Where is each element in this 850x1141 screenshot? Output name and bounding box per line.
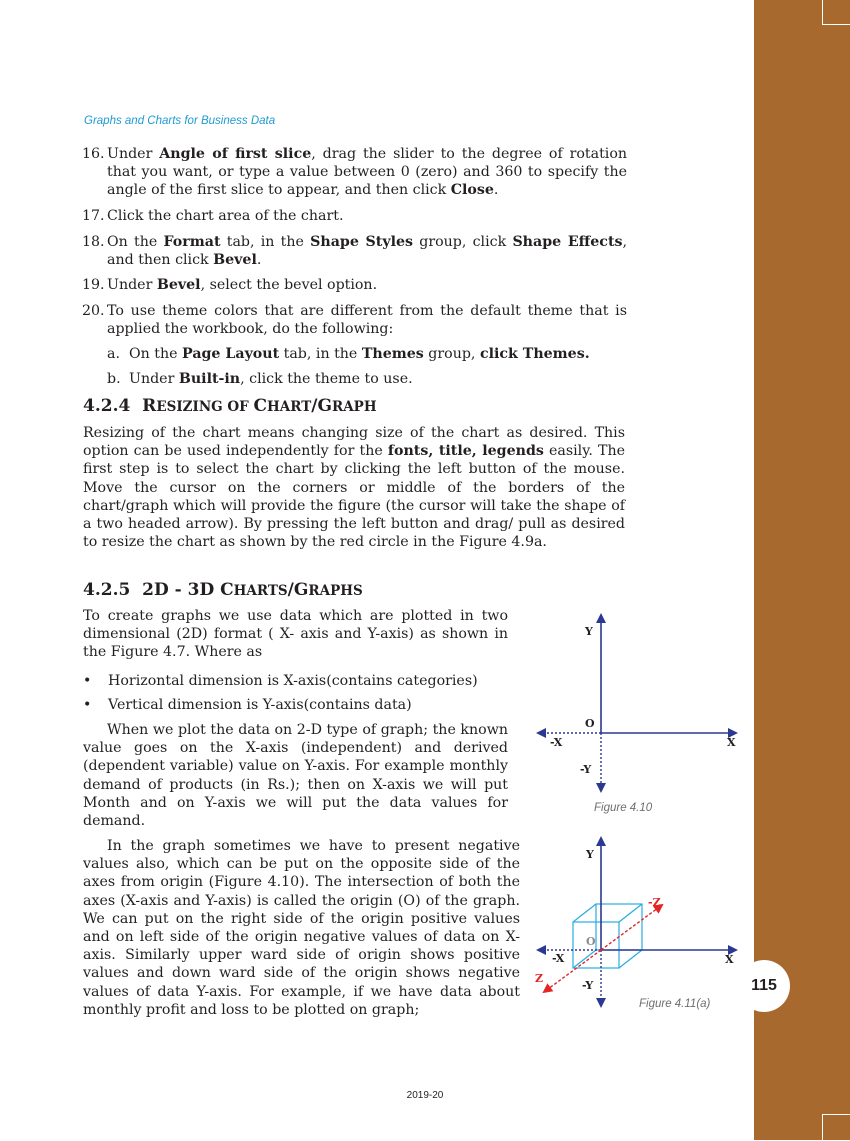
label-neg-y: -Y (582, 979, 594, 992)
label-neg-x: -X (552, 952, 565, 965)
label-x: X (725, 953, 734, 966)
page-number: 115 (738, 960, 790, 1012)
substep-b: b. Under Built-in, click the theme to use. (107, 371, 413, 387)
bullet-vertical: • Vertical dimension is Y-axis(contains data) (83, 697, 412, 713)
paragraph-negative-values: In the graph sometimes we have to present negative values also, which can be put on the opposite side of the axes from origin (Figure 4.10). The intersection of both the axes (X-axis and Y-axis) is called the origin (O) of the graph. We can put on the right side of the origin positive values and on left side of the origin negative values of data on X-axis. Similarly upper ward side of origin shows positive values and down ward side of the origin shows negative values of data Y-axis. For example, if we have data about monthly profit and loss to be plotted on graph; (83, 838, 520, 1018)
step-20: 20. To use theme colors that are different from the default theme that is applied the workbook, do the following: (82, 303, 627, 338)
paragraph-2d-intro: To create graphs we use data which are plotted in two dimensional (2D) format ( X- axis and Y-axis) as shown in the Figure 4.7. Where as (83, 608, 508, 661)
footer-year: 2019-20 (406, 1090, 444, 1101)
substep-a: a. On the Page Layout tab, in the Themes group, click Themes. (107, 346, 590, 362)
step-19: 19. Under Bevel, select the bevel option. (82, 277, 378, 293)
step-17: 17. Click the chart area of the chart. (82, 208, 344, 224)
figure-4-10-caption: Figure 4.10 (594, 802, 653, 814)
label-y: Y (586, 848, 594, 861)
section-heading-424: 4.2.4 RESIZING OF CHART/GRAPH (83, 396, 377, 416)
label-neg-z: -Z (648, 896, 661, 909)
bullet-horizontal: • Horizontal dimension is X-axis(contains categories) (83, 673, 478, 689)
label-x: X (727, 736, 736, 749)
figure-4-11a (530, 830, 750, 1015)
crop-mark-top (822, 0, 850, 25)
figure-4-11a-caption: Figure 4.11(a) (639, 998, 711, 1010)
label-origin: O (585, 717, 595, 730)
crop-mark-bottom (822, 1114, 850, 1141)
running-head: Graphs and Charts for Business Data (84, 115, 276, 127)
paragraph-2d-plot: When we plot the data on 2-D type of graph; the known value goes on the X-axis (independent) and derived (dependent variable) value on Y-axis. For example monthly demand of products (in Rs.); then on X-axis we will put Month and on Y-axis we will put the data values for demand. (83, 722, 508, 830)
label-origin: O (586, 935, 596, 948)
figure-4-10 (530, 605, 750, 805)
step-16: 16. Under Angle of first slice, drag the slider to the degree of rotation that you want, or type a value between 0 (zero) and 360 to specify the angle of the first slice to appear, and then click Close. (82, 146, 628, 199)
label-neg-y: -Y (580, 763, 592, 776)
step-18: 18. On the Format tab, in the Shape Styles group, click Shape Effects, and then click Bevel. (82, 234, 627, 269)
label-z: Z (535, 972, 544, 985)
paragraph-resizing: Resizing of the chart means changing size of the chart as desired. This option can be used independently for the fonts, title, legends easily. The first step is to select the chart by clicking the left button of the mouse. Move the cursor on the corners or middle of the borders of the chart/graph which will provide the figure (the cursor will take the shape of a two headed arrow). By pressing the left button and drag/ pull as desired to resize the chart as shown by the red circle in the Figure 4.9a. (83, 425, 625, 551)
label-y: Y (585, 625, 593, 638)
section-heading-425: 4.2.5 2D - 3D CHARTS/GRAPHS (83, 580, 363, 600)
label-neg-x: -X (550, 736, 563, 749)
cube-outline (573, 904, 642, 968)
